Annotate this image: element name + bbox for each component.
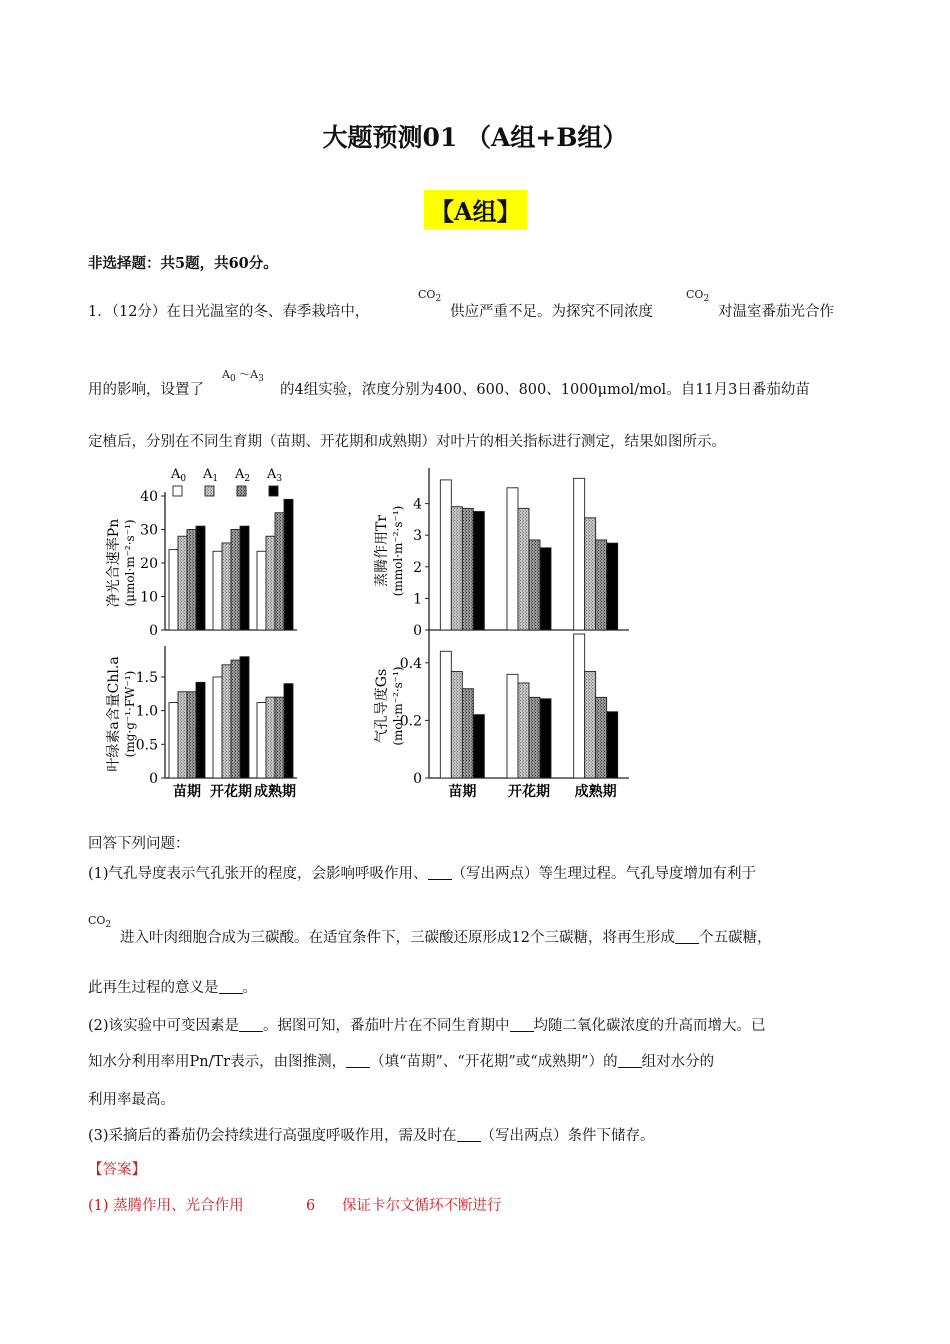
answer-part1: (1) 蒸腾作用、光合作用 bbox=[88, 1198, 244, 1214]
legend-label: $A_1$ bbox=[203, 467, 219, 484]
y-axis-title: 净光合速率Pn bbox=[106, 518, 122, 608]
q1-line1-part3: 对温室番茄光合作 bbox=[718, 304, 834, 320]
q1-sub1-line3: 此再生过程的意义是 。 bbox=[88, 980, 257, 996]
y-tick-label: 0 bbox=[149, 623, 158, 639]
legend-sub: 2 bbox=[244, 474, 251, 484]
y-tick-label: 3 bbox=[413, 528, 422, 545]
bar-a0 bbox=[169, 550, 178, 630]
y-tick-label: 20 bbox=[140, 556, 158, 572]
bar-a1 bbox=[451, 507, 462, 630]
legend-label: $A_2$ bbox=[235, 467, 251, 484]
legend-sub: 1 bbox=[212, 474, 219, 484]
bar-a0 bbox=[507, 488, 518, 630]
y-tick-label: 40 bbox=[140, 489, 158, 505]
bar-a2 bbox=[529, 540, 540, 630]
answers-intro: 回答下列问题： bbox=[88, 836, 190, 852]
category-label: 成熟期 bbox=[574, 784, 617, 800]
bar-a3 bbox=[607, 712, 618, 778]
legend-swatch bbox=[269, 486, 278, 496]
bar-a2 bbox=[596, 697, 607, 778]
bar-a1 bbox=[178, 536, 187, 630]
y-tick-label: 4 bbox=[413, 496, 422, 513]
bar-a0 bbox=[574, 478, 585, 630]
chart-tr bbox=[373, 468, 629, 639]
q1-sub2-line1: (2)该实验中可变因素是 。据图可知，番茄叶片在不同生育期中 均随二氧化碳浓度的升高而增大。已 bbox=[88, 1018, 766, 1034]
y-tick-label: 0.5 bbox=[135, 737, 158, 754]
bar-a0 bbox=[257, 551, 266, 630]
answer-blank[interactable] bbox=[457, 1127, 481, 1142]
bar-a3 bbox=[607, 543, 618, 630]
bar-a0 bbox=[574, 634, 585, 778]
answer-part2: 6 bbox=[306, 1198, 316, 1214]
bar-a1 bbox=[178, 692, 187, 778]
bar-a0 bbox=[213, 551, 222, 630]
co2-formula-1: $CO_2$ bbox=[418, 288, 442, 304]
y-tick-label: 0.2 bbox=[399, 713, 422, 730]
q1-line1-part2: 供应严重不足。为探究不同浓度 bbox=[450, 304, 653, 320]
y-axis-unit: (μmol·m⁻²·s⁻¹) bbox=[123, 519, 137, 607]
category-label: 成熟期 bbox=[254, 784, 296, 800]
y-tick-label: 1.0 bbox=[135, 703, 158, 720]
bar-a2 bbox=[275, 513, 284, 630]
co2-formula-3: $CO_2$ bbox=[88, 914, 112, 930]
bar-a3 bbox=[196, 682, 205, 778]
legend-sub: 3 bbox=[276, 474, 283, 484]
y-tick-label: 1 bbox=[413, 591, 422, 608]
category-label: 苗期 bbox=[173, 784, 201, 800]
category-label: 开花期 bbox=[508, 784, 550, 800]
bar-a0 bbox=[440, 651, 451, 778]
q1-sub1-line1: (1)气孔导度表示气孔张开的程度，会影响呼吸作用、 （写出两点）等生理过程。气孔导度增加有利于 bbox=[88, 866, 757, 882]
q1-line2-part2: 的4组实验，浓度分别为400、600、800、1000μmol/mol。自11月3日番茄幼苗 bbox=[280, 382, 810, 398]
legend-label: $A_3$ bbox=[267, 467, 283, 484]
legend-label: $A_0$ bbox=[171, 467, 187, 484]
q1-line2-part1: 用的影响，设置了 bbox=[88, 382, 204, 398]
bar-a1 bbox=[585, 671, 596, 778]
bar-a0 bbox=[213, 677, 222, 778]
q1-line3: 定植后，分别在不同生育期（苗期、开花期和成熟期）对叶片的相关指标进行测定，结果如图所示。 bbox=[88, 434, 726, 450]
category-label: 苗期 bbox=[448, 784, 477, 800]
chart-gs bbox=[373, 630, 629, 800]
bar-a0 bbox=[507, 674, 518, 778]
y-tick-label: 1.5 bbox=[135, 669, 158, 686]
q1-sub2-line3: 利用率最高。 bbox=[88, 1092, 175, 1108]
bar-a1 bbox=[222, 665, 231, 778]
q1-line1-part1: 1．（12分）在日光温室的冬、春季栽培中， bbox=[88, 304, 370, 320]
bar-a1 bbox=[266, 697, 275, 778]
group-a-heading: 【A组】 bbox=[424, 190, 527, 229]
bar-a0 bbox=[169, 703, 178, 778]
bar-a3 bbox=[473, 512, 484, 631]
bar-a2 bbox=[187, 692, 196, 778]
page-title: 大题预测01 （A组+B组） bbox=[322, 123, 628, 152]
category-label: 开花期 bbox=[210, 784, 252, 800]
answer-blank[interactable] bbox=[239, 1017, 263, 1032]
y-tick-label: 0 bbox=[149, 771, 158, 787]
bar-a2 bbox=[187, 530, 196, 631]
results-figure bbox=[88, 460, 648, 810]
y-axis-unit: (mol·m⁻²·s⁻¹) bbox=[391, 666, 405, 746]
bar-a0 bbox=[440, 480, 451, 630]
bar-a1 bbox=[585, 518, 596, 630]
y-tick-label: 10 bbox=[140, 589, 158, 606]
bar-a2 bbox=[231, 660, 240, 778]
bar-a1 bbox=[518, 683, 529, 778]
y-axis-title: 气孔导度Gs bbox=[374, 668, 390, 744]
chart-chla bbox=[106, 646, 297, 800]
y-axis-title: 蒸腾作用Tr bbox=[374, 514, 390, 588]
answer-part3: 保证卡尔文循环不断进行 bbox=[342, 1198, 502, 1214]
bar-a3 bbox=[284, 499, 293, 630]
bar-a1 bbox=[222, 543, 231, 630]
co2-formula-2: $CO_2$ bbox=[686, 288, 710, 304]
y-tick-label: 0 bbox=[413, 623, 422, 639]
bar-a2 bbox=[462, 508, 473, 630]
y-axis-title: 叶绿素a含量Chl.a bbox=[106, 656, 122, 772]
bar-a3 bbox=[196, 526, 205, 630]
y-axis-unit: (mmol·m⁻²·s⁻¹) bbox=[391, 505, 405, 597]
q1-sub2-line2: 知水分利用率用Pn/Tr表示，由图推测， （填“苗期”、“开花期”或“成熟期”）的 组对水分的 bbox=[88, 1054, 715, 1070]
bar-a1 bbox=[266, 536, 275, 630]
bar-a3 bbox=[473, 715, 484, 778]
bar-a3 bbox=[540, 699, 551, 778]
legend-swatch bbox=[237, 486, 246, 496]
bar-a2 bbox=[596, 540, 607, 630]
y-tick-label: 30 bbox=[140, 522, 158, 539]
bar-a1 bbox=[451, 671, 462, 778]
bar-a3 bbox=[240, 526, 249, 630]
legend-swatch bbox=[173, 486, 182, 496]
answer-blank[interactable] bbox=[510, 1017, 534, 1032]
chart-pn bbox=[105, 489, 297, 639]
bar-a2 bbox=[462, 689, 473, 778]
answer-blank[interactable] bbox=[675, 929, 699, 944]
answer-blank[interactable] bbox=[219, 979, 243, 994]
q1-sub1-line2: 进入叶肉细胞合成为三碳酸。在适宜条件下，三碳酸还原形成12个三碳糖，将再生形成 个五碳糖， bbox=[120, 930, 772, 946]
y-tick-label: 2 bbox=[413, 559, 422, 576]
bar-a1 bbox=[518, 508, 529, 630]
a0-a3-formula: $A_0$ $\sim A_3$ bbox=[222, 368, 264, 384]
y-axis-unit: (mg·g⁻¹·FW⁻¹) bbox=[123, 670, 137, 758]
bar-a2 bbox=[231, 530, 240, 631]
bar-a2 bbox=[529, 697, 540, 778]
bar-a3 bbox=[284, 684, 293, 778]
answer-label: 【答案】 bbox=[88, 1162, 146, 1178]
bar-a2 bbox=[275, 697, 284, 778]
answer-blank[interactable] bbox=[618, 1053, 642, 1068]
y-tick-label: 0 bbox=[413, 771, 422, 787]
y-tick-label: 0.4 bbox=[399, 655, 422, 672]
bar-a3 bbox=[240, 657, 249, 778]
legend-swatch bbox=[205, 486, 214, 496]
chart-legend bbox=[170, 467, 282, 496]
bar-a0 bbox=[257, 703, 266, 778]
answer-blank[interactable] bbox=[428, 865, 452, 880]
legend-sub: 0 bbox=[180, 474, 187, 484]
section-intro: 非选择题：共5题，共60分。 bbox=[88, 255, 278, 272]
bar-a3 bbox=[540, 548, 551, 630]
q1-sub3-line1: (3)采摘后的番茄仍会持续进行高强度呼吸作用，需及时在 （写出两点）条件下储存。 bbox=[88, 1128, 655, 1144]
answer-blank[interactable] bbox=[346, 1053, 370, 1068]
